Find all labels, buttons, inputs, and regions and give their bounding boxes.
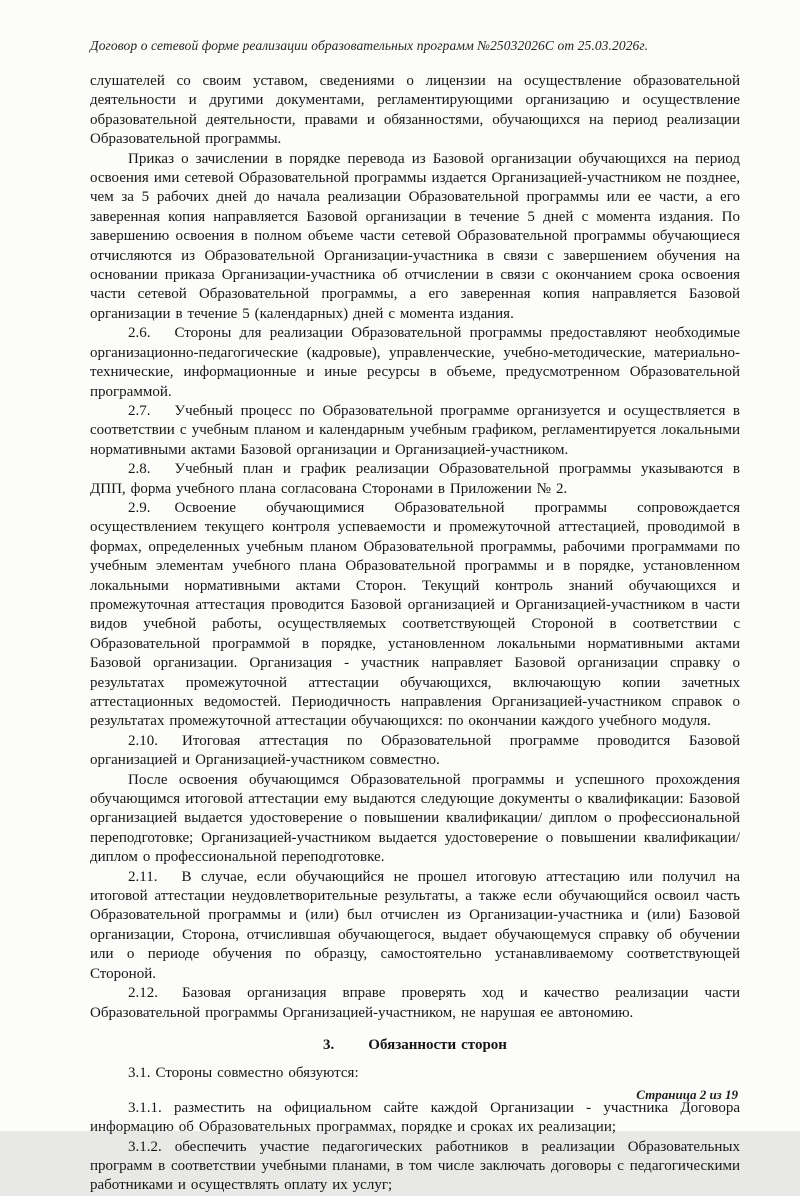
clause-text: Учебный план и график реализации Образовательной программы указываются в ДПП, форма учебного плана согласована Сторонами в Приложении № 2.: [90, 461, 740, 497]
clause-number: 2.6.: [128, 325, 151, 342]
intro-continuation-paragraph: слушателей со своим уставом, сведениями о лицензии на осуществление образовательной деятельности и другими документами, регламентирующими организацию и осуществление образовательной деятельности, правами и обязанностями, обучающихся на период реализации Образовательной программы.: [90, 73, 740, 148]
clause-2-10: [90, 732, 740, 771]
section-number: 3.: [323, 1036, 335, 1053]
clause-number: 2.11.: [128, 868, 158, 885]
document-body: [90, 72, 740, 1196]
clause-2-11: [90, 868, 740, 984]
clause-text: В случае, если обучающийся не прошел итоговую аттестацию или получил на итоговой аттестации неудовлетворительные результаты, а также если обучающийся освоил часть Образовательной программы и (или) был отчислен из Организации-участника и (или) Базовой организации, Сторона, отчислившая обучающегося, выдает обучающемуся справку об обучении или о периоде обучения по образцу, самостоятельно устанавливаемому соответствующей Стороной.: [90, 868, 740, 982]
clause-number: 2.10.: [128, 732, 158, 749]
clause-number: 2.9.: [128, 499, 151, 516]
clause-3-1-2: 3.1.2. обеспечить участие педагогических работников в реализации Образовательных программ в соответствии учебными планами, в том числе заключать договоры с педагогическими работниками и осуществлять оплату их услуг;: [90, 1138, 740, 1194]
qualification-documents-paragraph: После освоения обучающимся Образовательной программы и успешного прохождения обучающимся итоговой аттестации ему выдаются следующие документы о квалификации: Базовой организацией выдается удостоверение о повышении квалификации/ диплом о профессиональной переподготовке; Организацией-участником выдается удостоверение о повышении квалификации/ диплом о профессиональной переподготовке.: [90, 771, 740, 866]
clause-2-8: [90, 460, 740, 499]
clause-number: 2.12.: [128, 985, 158, 1002]
clause-2-7: [90, 402, 740, 460]
clause-text: Учебный процесс по Образовательной программе организуется и осуществляется в соответствии с учебным планом и календарным учебным графиком, регламентируется локальными нормативными актами Базовой организации и Организацией-участником.: [90, 402, 740, 458]
section-title: Обязанности сторон: [368, 1036, 507, 1053]
clause-3-1-1: 3.1.1. разместить на официальном сайте каждой Организации - участника Договора информацию об Образовательных программах, порядке и сроках их реализации;: [90, 1099, 740, 1136]
clause-2-12: [90, 984, 740, 1023]
clause-3-1: 3.1. Стороны совместно обязуются:: [128, 1065, 359, 1082]
running-header: Договор о сетевой форме реализации образовательных программ №25032026С от 25.03.2026г.: [90, 38, 649, 53]
section-heading: [90, 1036, 740, 1055]
page-number: Страница 2 из 19: [636, 1087, 738, 1102]
clause-text: Стороны для реализации Образовательной программы предоставляют необходимые организационно-педагогические (кадровые), управленческие, учебно-методические, материально-технические, информационные и иные ресурсы в объеме, предусмотренном Образовательной программой.: [90, 325, 740, 400]
clause-number: 2.7.: [128, 402, 151, 419]
clause-text: Освоение обучающимися Образовательной программы сопровождается осуществлением текущего контроля успеваемости и промежуточной аттестацией, проводимой в формах, определенных учебным планом Образовательной программы, рабочими программами по учебным элементам учебного плана Образовательной программы и в порядке, установленном локальными нормативными актами Сторон. Текущий контроль знаний обучающихся и промежуточная аттестация проводится Базовой организацией и Организацией-участником в части видов учебной работы, осуществляемых соответствующей Стороной в соответствии с Образовательной программой в порядке, установленном локальными нормативными актами Базовой организации. Организация - участник направляет Базовой организации справку о результатах промежуточной аттестации обучающихся, включающую копии зачетных аттестационных ведомостей. Периодичность направления Организацией-участником справок о результатах промежуточной аттестации обучающихся: по окончании каждого учебного модуля.: [90, 499, 740, 730]
clause-2-6: [90, 324, 740, 402]
clause-2-9: [90, 499, 740, 732]
clause-text: Итоговая аттестация по Образовательной программе проводится Базовой организацией и Организацией-участником совместно.: [90, 732, 740, 769]
enrollment-order-paragraph: Приказ о зачислении в порядке перевода из Базовой организации обучающихся на период освоения ими сетевой Образовательной программы издается Организацией-участником не позднее, чем за 5 рабочих дней до начала реализации Образовательной программы или ее части, а его заверенная копия направляется Базовой организации в течение 5 дней с момента издания. По завершению освоения в полном объеме части сетевой Образовательной программы обучающиеся отчисляются из Образовательной Организации-участника в связи с завершением обучения на основании приказа Организации-участника об отчислении в связи с окончанием срока освоения части сетевой Образовательной программы, а его заверенная копия направляется Базовой организации в течение 5 (календарных) дней с момента издания.: [90, 150, 740, 322]
clause-number: 2.8.: [128, 461, 151, 478]
clause-text: Базовая организация вправе проверять ход и качество реализации части Образовательной программы Организацией-участником, не нарушая ее автономию.: [90, 985, 740, 1021]
